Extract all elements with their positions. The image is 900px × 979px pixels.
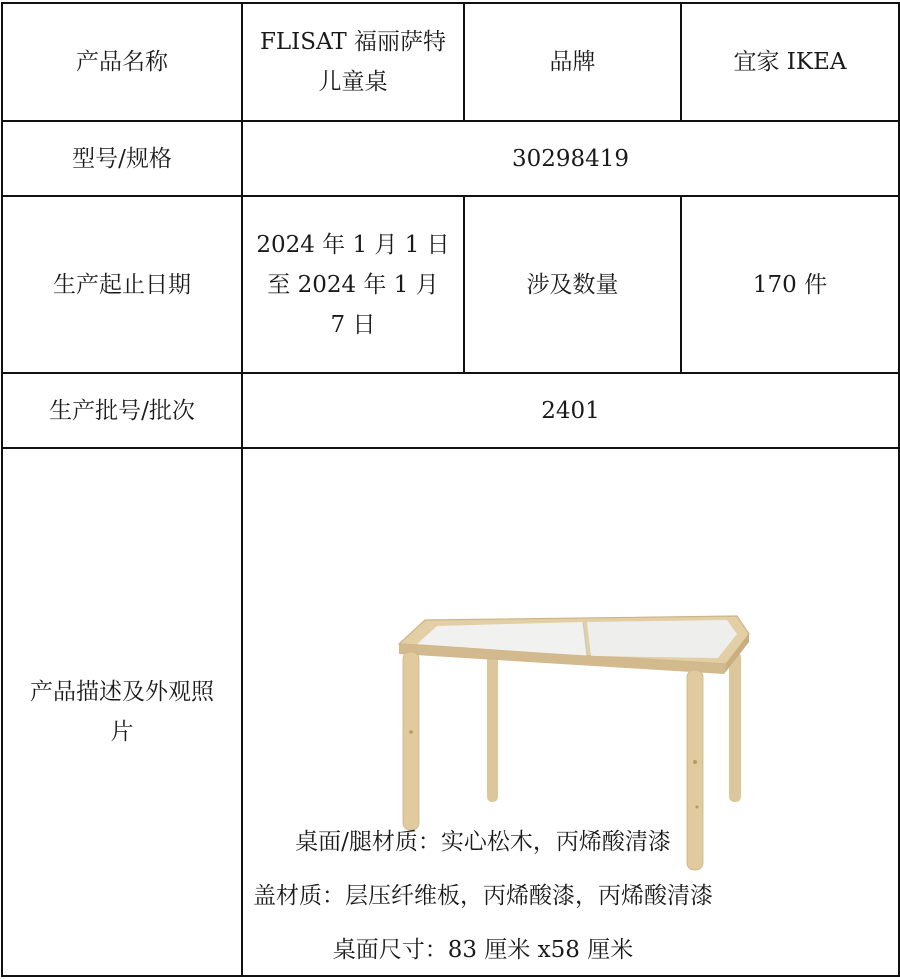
product-name-line-1: FLISAT 福丽萨特 bbox=[259, 29, 447, 55]
date-line-2: 至 2024 年 1 月 bbox=[267, 271, 439, 298]
table-row-product-name bbox=[2, 3, 899, 121]
batch-label: 生产批号/批次 bbox=[2, 373, 242, 448]
table-row-model bbox=[2, 121, 899, 196]
description-label-line-2: 片 bbox=[110, 719, 134, 745]
wood-knot bbox=[693, 760, 697, 764]
table-row-description bbox=[2, 448, 899, 976]
production-dates-value bbox=[242, 196, 464, 373]
model-value: 30298419 bbox=[242, 121, 899, 196]
description-label bbox=[2, 448, 242, 976]
wood-knot bbox=[696, 806, 699, 809]
description-content bbox=[242, 448, 899, 976]
product-name-line-2: 儿童桌 bbox=[318, 69, 388, 95]
table-leg-front-left bbox=[403, 652, 419, 830]
description-line-cover: 盖材质：层压纤维板，丙烯酸漆，丙烯酸清漆 bbox=[253, 883, 713, 909]
brand-value: 宜家 IKEA bbox=[681, 3, 899, 121]
quantity-value: 170 件 bbox=[681, 196, 899, 373]
description-line-size: 桌面尺寸：83 厘米 x58 厘米 bbox=[332, 937, 634, 963]
product-name-value bbox=[242, 3, 464, 121]
model-label: 型号/规格 bbox=[2, 121, 242, 196]
description-line-material: 桌面/腿材质：实心松木，丙烯酸清漆 bbox=[295, 829, 671, 855]
brand-label: 品牌 bbox=[464, 3, 681, 121]
product-name-label: 产品名称 bbox=[2, 3, 242, 121]
table-row-batch bbox=[2, 373, 899, 448]
production-dates-label: 生产起止日期 bbox=[2, 196, 242, 373]
table-row-production-dates bbox=[2, 196, 899, 373]
date-line-1: 2024 年 1 月 1 日 bbox=[256, 231, 450, 258]
table-top-panel-right bbox=[587, 620, 737, 658]
description-label-line-1: 产品描述及外观照 bbox=[30, 679, 214, 705]
table-leg-back-right bbox=[729, 652, 741, 802]
quantity-label: 涉及数量 bbox=[464, 196, 681, 373]
date-line-3: 7 日 bbox=[330, 311, 376, 338]
table-leg-back-left bbox=[487, 652, 498, 802]
description-lines bbox=[253, 815, 713, 977]
batch-value: 2401 bbox=[242, 373, 899, 448]
wood-knot bbox=[409, 730, 413, 734]
product-info-table bbox=[1, 2, 900, 977]
